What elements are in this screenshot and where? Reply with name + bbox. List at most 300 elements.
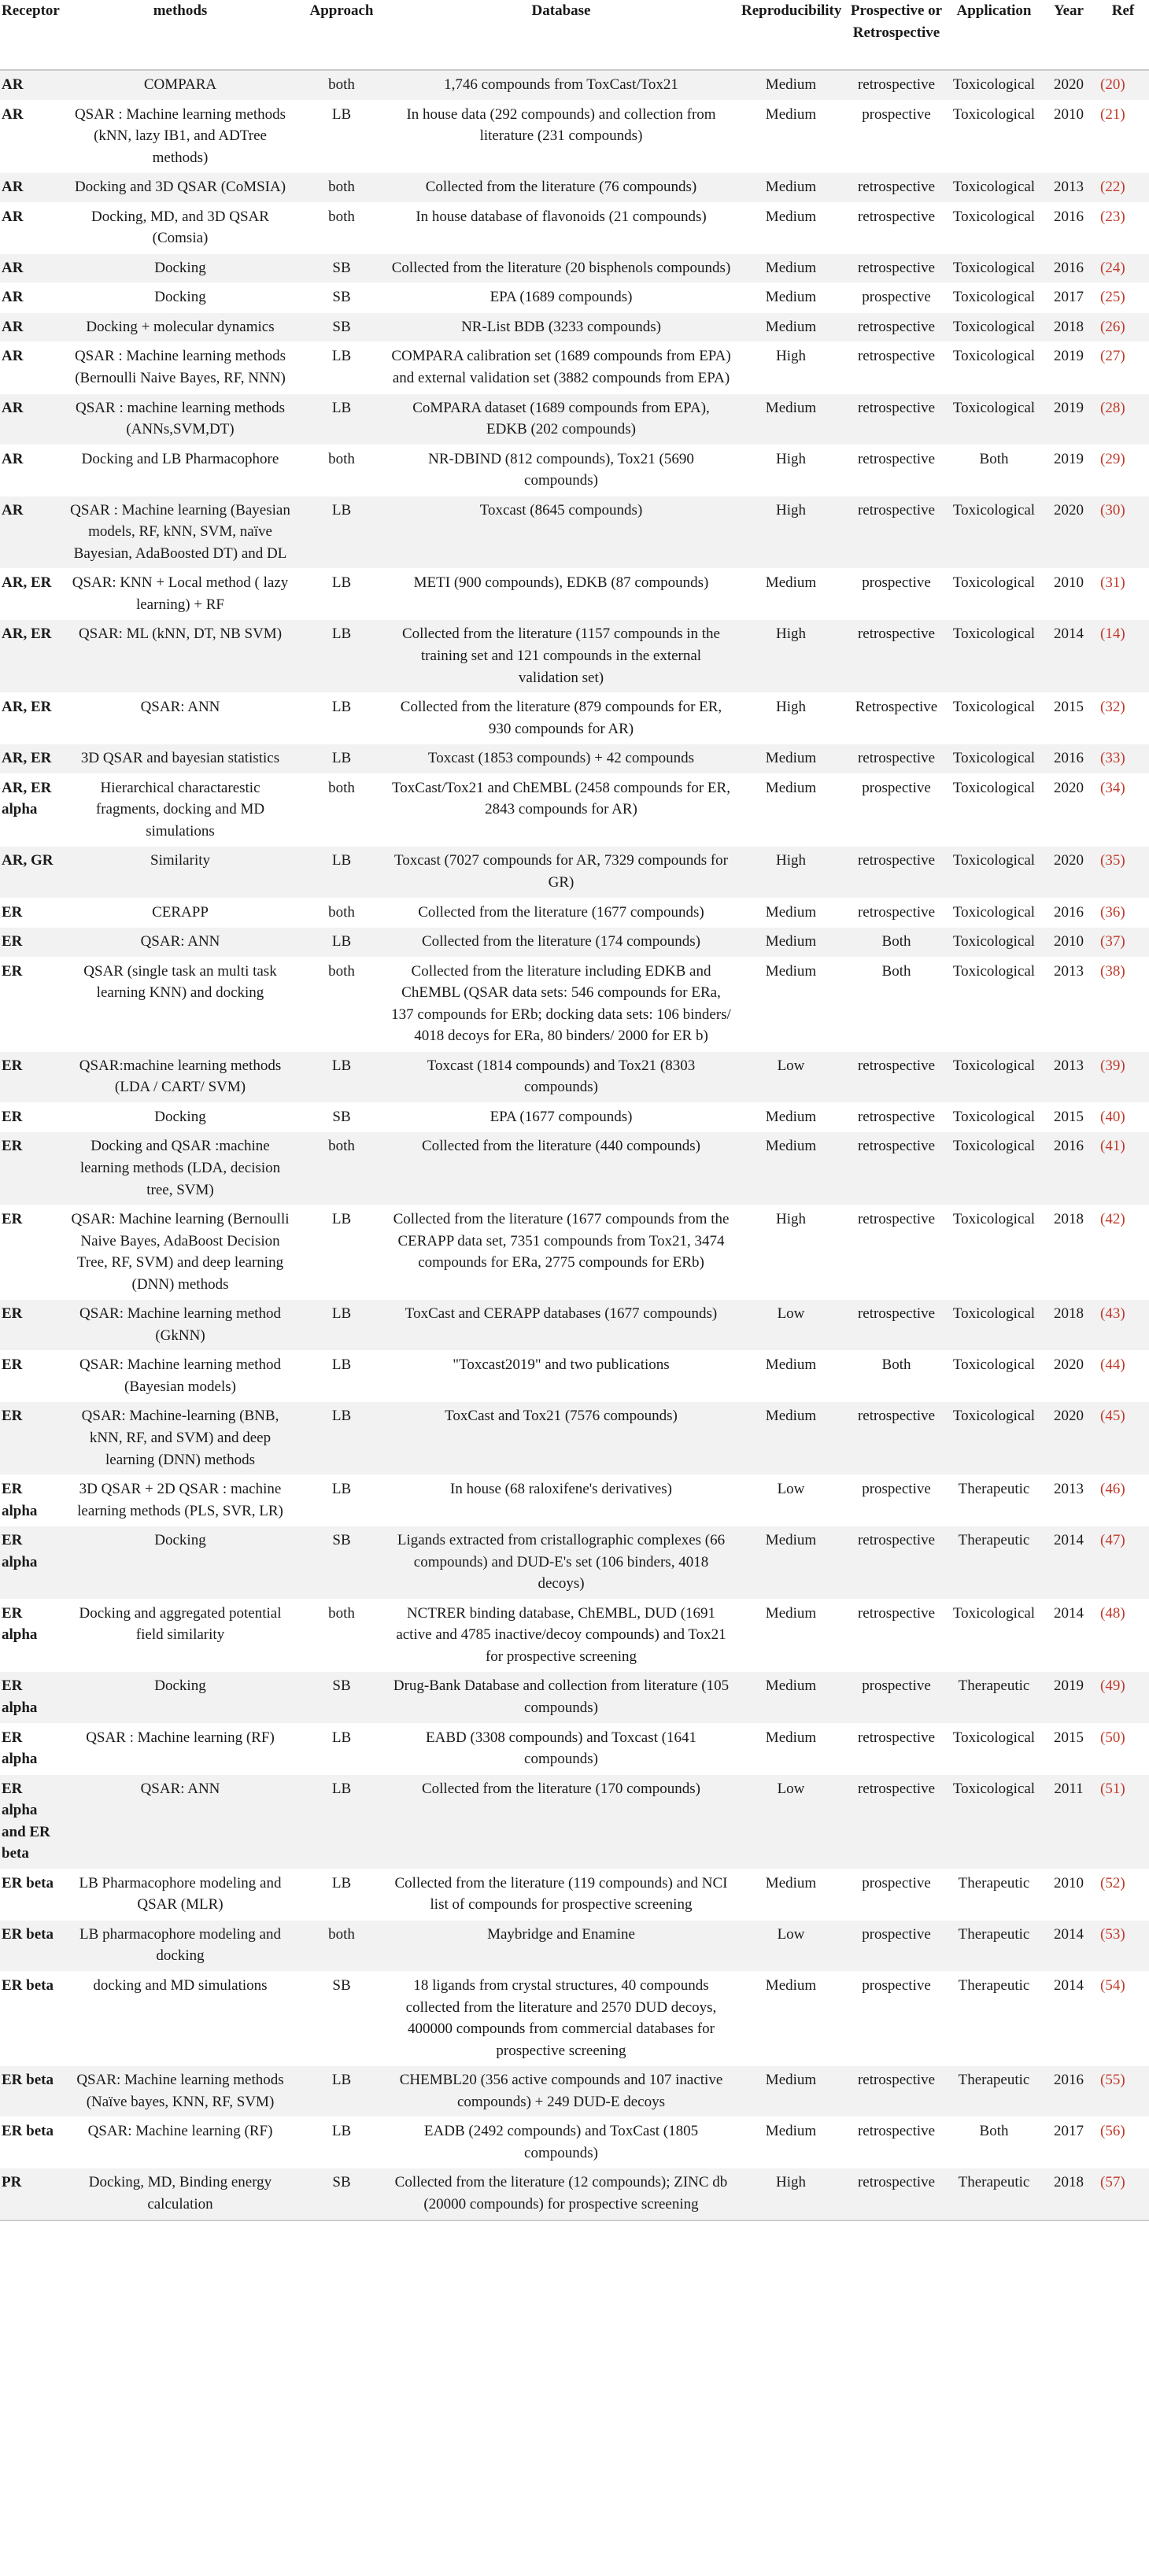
- cell-reproducibility: Medium: [737, 253, 845, 283]
- cell-reproducibility: High: [737, 693, 845, 744]
- cell-application: Therapeutic: [948, 1475, 1040, 1526]
- cell-prospective-retrospective: prospective: [845, 1920, 948, 1971]
- cell-ref-link[interactable]: (27): [1097, 342, 1149, 393]
- cell-approach: LB: [297, 1869, 386, 1920]
- cell-ref-link[interactable]: (29): [1097, 445, 1149, 496]
- cell-ref-link[interactable]: (22): [1097, 173, 1149, 203]
- cell-year: 2013: [1040, 1051, 1097, 1102]
- cell-year: 2019: [1040, 445, 1097, 496]
- cell-ref-link[interactable]: (49): [1097, 1672, 1149, 1723]
- cell-database: Collected from the literature (20 bisphenols compounds): [386, 253, 737, 283]
- cell-approach: LB: [297, 1351, 386, 1402]
- cell-ref-link[interactable]: (48): [1097, 1599, 1149, 1672]
- table-row: [0, 1102, 1149, 1132]
- cell-application: Toxicological: [948, 773, 1040, 847]
- cell-approach: LB: [297, 847, 386, 898]
- table-row: [0, 393, 1149, 445]
- cell-ref-link[interactable]: (35): [1097, 847, 1149, 898]
- table-row: [0, 202, 1149, 253]
- cell-method: 3D QSAR and bayesian statistics: [63, 744, 297, 774]
- cell-ref-link[interactable]: (57): [1097, 2168, 1149, 2220]
- cell-method: COMPARA: [63, 70, 297, 100]
- cell-year: 2016: [1040, 202, 1097, 253]
- cell-method: Docking + molecular dynamics: [63, 312, 297, 342]
- cell-application: Toxicological: [948, 1205, 1040, 1300]
- cell-method: Docking and QSAR :machine learning methods (LDA, decision tree, SVM): [63, 1132, 297, 1205]
- cell-application: Toxicological: [948, 744, 1040, 774]
- table-row: [0, 1051, 1149, 1102]
- cell-receptor: AR: [0, 202, 63, 253]
- cell-reproducibility: High: [737, 620, 845, 693]
- cell-database: Toxcast (8645 compounds): [386, 496, 737, 569]
- cell-reproducibility: Medium: [737, 1351, 845, 1402]
- cell-method: Docking, MD, and 3D QSAR (Comsia): [63, 202, 297, 253]
- cell-ref-link[interactable]: (36): [1097, 898, 1149, 928]
- cell-prospective-retrospective: prospective: [845, 100, 948, 173]
- cell-approach: LB: [297, 620, 386, 693]
- cell-reproducibility: Medium: [737, 957, 845, 1051]
- cell-application: Therapeutic: [948, 1672, 1040, 1723]
- cell-database: NR-DBIND (812 compounds), Tox21 (5690 compounds): [386, 445, 737, 496]
- cell-method: QSAR: ML (kNN, DT, NB SVM): [63, 620, 297, 693]
- table-row: [0, 1723, 1149, 1774]
- cell-approach: LB: [297, 342, 386, 393]
- table-row: [0, 773, 1149, 847]
- cell-receptor: ER: [0, 1300, 63, 1351]
- cell-year: 2020: [1040, 70, 1097, 100]
- cell-prospective-retrospective: prospective: [845, 773, 948, 847]
- cell-ref-link[interactable]: (28): [1097, 393, 1149, 445]
- cell-prospective-retrospective: retrospective: [845, 2168, 948, 2220]
- cell-database: Toxcast (7027 compounds for AR, 7329 compounds for GR): [386, 847, 737, 898]
- cell-receptor: ER: [0, 1402, 63, 1475]
- cell-year: 2016: [1040, 253, 1097, 283]
- cell-receptor: ER: [0, 1205, 63, 1300]
- cell-database: In house database of flavonoids (21 compounds): [386, 202, 737, 253]
- cell-method: LB pharmacophore modeling and docking: [63, 1920, 297, 1971]
- cell-ref-link[interactable]: (24): [1097, 253, 1149, 283]
- cell-receptor: ER alpha: [0, 1599, 63, 1672]
- cell-receptor: ER beta: [0, 2066, 63, 2117]
- cell-database: 18 ligands from crystal structures, 40 compounds collected from the literature and 2570 DUD decoys, 400000 compounds from commercial databases for prospective screening: [386, 1972, 737, 2066]
- cell-year: 2016: [1040, 2066, 1097, 2117]
- cell-receptor: ER alpha: [0, 1672, 63, 1723]
- cell-reproducibility: Medium: [737, 1869, 845, 1920]
- header-receptor: Receptor: [0, 0, 63, 70]
- cell-method: QSAR : machine learning methods (ANNs,SVM,DT): [63, 393, 297, 445]
- cell-year: 2020: [1040, 1402, 1097, 1475]
- cell-approach: both: [297, 173, 386, 203]
- cell-method: Docking: [63, 1672, 297, 1723]
- cell-ref-link[interactable]: (32): [1097, 693, 1149, 744]
- cell-approach: both: [297, 1132, 386, 1205]
- cell-receptor: ER alpha and ER beta: [0, 1774, 63, 1869]
- header-ref: Ref: [1097, 0, 1149, 70]
- cell-method: QSAR: Machine learning (Bernoulli Naive Bayes, AdaBoost Decision Tree, RF, SVM) and deep learning (DNN) methods: [63, 1205, 297, 1300]
- cell-prospective-retrospective: prospective: [845, 569, 948, 620]
- cell-application: Toxicological: [948, 1723, 1040, 1774]
- table-row: [0, 1351, 1149, 1402]
- table-row: [0, 1132, 1149, 1205]
- cell-prospective-retrospective: retrospective: [845, 1300, 948, 1351]
- cell-approach: both: [297, 773, 386, 847]
- cell-ref-link[interactable]: (47): [1097, 1526, 1149, 1600]
- cell-method: Docking and LB Pharmacophore: [63, 445, 297, 496]
- cell-approach: LB: [297, 1205, 386, 1300]
- cell-database: EPA (1689 compounds): [386, 283, 737, 313]
- cell-ref-link[interactable]: (25): [1097, 283, 1149, 313]
- cell-method: Docking: [63, 1526, 297, 1600]
- cell-database: Collected from the literature (119 compounds) and NCI list of compounds for prospective screening: [386, 1869, 737, 1920]
- cell-method: QSAR: ANN: [63, 928, 297, 958]
- header-year: Year: [1040, 0, 1097, 70]
- table-row: [0, 847, 1149, 898]
- cell-database: EPA (1677 compounds): [386, 1102, 737, 1132]
- cell-year: 2015: [1040, 693, 1097, 744]
- cell-method: Docking: [63, 283, 297, 313]
- cell-year: 2016: [1040, 1132, 1097, 1205]
- cell-ref-link[interactable]: (23): [1097, 202, 1149, 253]
- cell-prospective-retrospective: retrospective: [845, 1774, 948, 1869]
- cell-ref-link[interactable]: (44): [1097, 1351, 1149, 1402]
- cell-year: 2010: [1040, 100, 1097, 173]
- cell-method: QSAR: Machine learning (RF): [63, 2117, 297, 2168]
- cell-ref-link[interactable]: (31): [1097, 569, 1149, 620]
- table-row: [0, 496, 1149, 569]
- cell-application: Toxicological: [948, 202, 1040, 253]
- cell-approach: LB: [297, 2066, 386, 2117]
- cell-ref-link[interactable]: (40): [1097, 1102, 1149, 1132]
- cell-prospective-retrospective: prospective: [845, 1475, 948, 1526]
- cell-application: Therapeutic: [948, 2066, 1040, 2117]
- cell-approach: LB: [297, 1475, 386, 1526]
- cell-ref-link[interactable]: (42): [1097, 1205, 1149, 1300]
- cell-reproducibility: Medium: [737, 1526, 845, 1600]
- cell-approach: SB: [297, 2168, 386, 2220]
- cell-reproducibility: Low: [737, 1300, 845, 1351]
- cell-reproducibility: Medium: [737, 70, 845, 100]
- cell-year: 2018: [1040, 312, 1097, 342]
- cell-method: Docking: [63, 253, 297, 283]
- cell-application: Toxicological: [948, 100, 1040, 173]
- cell-ref-link[interactable]: (41): [1097, 1132, 1149, 1205]
- cell-ref-link[interactable]: (34): [1097, 773, 1149, 847]
- cell-prospective-retrospective: retrospective: [845, 445, 948, 496]
- cell-database: ToxCast and Tox21 (7576 compounds): [386, 1402, 737, 1475]
- cell-reproducibility: Medium: [737, 202, 845, 253]
- table-row: [0, 569, 1149, 620]
- cell-method: LB Pharmacophore modeling and QSAR (MLR): [63, 1869, 297, 1920]
- cell-prospective-retrospective: retrospective: [845, 1599, 948, 1672]
- table-row: [0, 898, 1149, 928]
- cell-year: 2010: [1040, 1869, 1097, 1920]
- cell-prospective-retrospective: prospective: [845, 1869, 948, 1920]
- cell-receptor: AR, ER: [0, 569, 63, 620]
- cell-reproducibility: Low: [737, 1051, 845, 1102]
- cell-year: 2020: [1040, 773, 1097, 847]
- cell-receptor: AR: [0, 342, 63, 393]
- header-reproducibility: Reproducibility: [737, 0, 845, 70]
- cell-application: Toxicological: [948, 569, 1040, 620]
- cell-receptor: AR, ER: [0, 693, 63, 744]
- header-application: Application: [948, 0, 1040, 70]
- cell-prospective-retrospective: retrospective: [845, 393, 948, 445]
- cell-year: 2018: [1040, 2168, 1097, 2220]
- cell-ref-link[interactable]: (45): [1097, 1402, 1149, 1475]
- cell-year: 2013: [1040, 957, 1097, 1051]
- cell-application: Toxicological: [948, 620, 1040, 693]
- cell-receptor: ER alpha: [0, 1723, 63, 1774]
- cell-approach: SB: [297, 1102, 386, 1132]
- cell-application: Toxicological: [948, 1774, 1040, 1869]
- cell-year: 2020: [1040, 847, 1097, 898]
- cell-database: Collected from the literature (174 compounds): [386, 928, 737, 958]
- cell-receptor: AR: [0, 496, 63, 569]
- cell-ref-link[interactable]: (51): [1097, 1774, 1149, 1869]
- cell-year: 2014: [1040, 1599, 1097, 1672]
- cell-ref-link[interactable]: (43): [1097, 1300, 1149, 1351]
- cell-database: Collected from the literature (440 compounds): [386, 1132, 737, 1205]
- cell-ref-link[interactable]: (14): [1097, 620, 1149, 693]
- cell-receptor: AR, ER alpha: [0, 773, 63, 847]
- cell-prospective-retrospective: retrospective: [845, 847, 948, 898]
- cell-receptor: AR: [0, 393, 63, 445]
- cell-database: In house (68 raloxifene's derivatives): [386, 1475, 737, 1526]
- table-row: [0, 1300, 1149, 1351]
- cell-approach: LB: [297, 2117, 386, 2168]
- cell-receptor: ER beta: [0, 1920, 63, 1971]
- cell-ref-link[interactable]: (30): [1097, 496, 1149, 569]
- cell-reproducibility: Medium: [737, 283, 845, 313]
- cell-method: docking and MD simulations: [63, 1972, 297, 2066]
- cell-prospective-retrospective: retrospective: [845, 1526, 948, 1600]
- table-row: [0, 744, 1149, 774]
- cell-approach: SB: [297, 1526, 386, 1600]
- cell-reproducibility: Medium: [737, 100, 845, 173]
- cell-reproducibility: Medium: [737, 312, 845, 342]
- cell-database: "Toxcast2019" and two publications: [386, 1351, 737, 1402]
- cell-receptor: AR: [0, 253, 63, 283]
- cell-prospective-retrospective: retrospective: [845, 173, 948, 203]
- table-row: [0, 1475, 1149, 1526]
- cell-receptor: AR: [0, 100, 63, 173]
- cell-ref-link[interactable]: (20): [1097, 70, 1149, 100]
- cell-application: Toxicological: [948, 1599, 1040, 1672]
- cell-database: NR-List BDB (3233 compounds): [386, 312, 737, 342]
- cell-application: Therapeutic: [948, 2168, 1040, 2220]
- cell-approach: both: [297, 957, 386, 1051]
- cell-prospective-retrospective: retrospective: [845, 2117, 948, 2168]
- cell-ref-link[interactable]: (26): [1097, 312, 1149, 342]
- cell-application: Toxicological: [948, 1132, 1040, 1205]
- cell-receptor: ER beta: [0, 1869, 63, 1920]
- cell-ref-link[interactable]: (52): [1097, 1869, 1149, 1920]
- table-row: [0, 1774, 1149, 1869]
- cell-ref-link[interactable]: (50): [1097, 1723, 1149, 1774]
- cell-ref-link[interactable]: (37): [1097, 928, 1149, 958]
- cell-reproducibility: High: [737, 847, 845, 898]
- cell-reproducibility: Medium: [737, 1723, 845, 1774]
- cell-approach: LB: [297, 1300, 386, 1351]
- cell-receptor: ER: [0, 1102, 63, 1132]
- cell-receptor: ER beta: [0, 1972, 63, 2066]
- cell-reproducibility: Medium: [737, 1972, 845, 2066]
- cell-database: 1,746 compounds from ToxCast/Tox21: [386, 70, 737, 100]
- cell-prospective-retrospective: retrospective: [845, 1102, 948, 1132]
- cell-approach: LB: [297, 393, 386, 445]
- table-bottom-rule: [0, 2220, 1149, 2221]
- cell-application: Toxicological: [948, 496, 1040, 569]
- cell-prospective-retrospective: retrospective: [845, 1051, 948, 1102]
- table-row: [0, 1526, 1149, 1600]
- table-row: [0, 445, 1149, 496]
- table-row: [0, 620, 1149, 693]
- cell-ref-link[interactable]: (53): [1097, 1920, 1149, 1971]
- cell-receptor: ER: [0, 1132, 63, 1205]
- cell-reproducibility: Medium: [737, 1599, 845, 1672]
- cell-ref-link[interactable]: (55): [1097, 2066, 1149, 2117]
- cell-prospective-retrospective: retrospective: [845, 1132, 948, 1205]
- cell-reproducibility: Low: [737, 1475, 845, 1526]
- cell-reproducibility: Medium: [737, 1132, 845, 1205]
- cell-method: 3D QSAR + 2D QSAR : machine learning methods (PLS, SVR, LR): [63, 1475, 297, 1526]
- cell-receptor: AR, ER: [0, 620, 63, 693]
- cell-ref-link[interactable]: (56): [1097, 2117, 1149, 2168]
- header-database: Database: [386, 0, 737, 70]
- cell-prospective-retrospective: retrospective: [845, 202, 948, 253]
- cell-ref-link[interactable]: (39): [1097, 1051, 1149, 1102]
- cell-prospective-retrospective: retrospective: [845, 1205, 948, 1300]
- cell-database: Drug-Bank Database and collection from literature (105 compounds): [386, 1672, 737, 1723]
- cell-ref-link[interactable]: (33): [1097, 744, 1149, 774]
- cell-method: QSAR : Machine learning (Bayesian models, RF, kNN, SVM, naïve Bayesian, AdaBoosted DT) and DL: [63, 496, 297, 569]
- cell-year: 2015: [1040, 1723, 1097, 1774]
- cell-receptor: AR, ER: [0, 744, 63, 774]
- cell-reproducibility: Medium: [737, 928, 845, 958]
- cell-reproducibility: Medium: [737, 393, 845, 445]
- cell-year: 2018: [1040, 1300, 1097, 1351]
- cell-ref-link[interactable]: (54): [1097, 1972, 1149, 2066]
- table-row: [0, 1672, 1149, 1723]
- cell-ref-link[interactable]: (21): [1097, 100, 1149, 173]
- cell-database: Collected from the literature (12 compounds); ZINC db (20000 compounds) for prospective screening: [386, 2168, 737, 2220]
- cell-method: Hierarchical charactarestic fragments, docking and MD simulations: [63, 773, 297, 847]
- cell-method: QSAR : Machine learning methods (kNN, lazy IB1, and ADTree methods): [63, 100, 297, 173]
- cell-database: Toxcast (1814 compounds) and Tox21 (8303 compounds): [386, 1051, 737, 1102]
- cell-approach: LB: [297, 569, 386, 620]
- table-row: [0, 957, 1149, 1051]
- cell-method: Docking and 3D QSAR (CoMSIA): [63, 173, 297, 203]
- cell-year: 2015: [1040, 1102, 1097, 1132]
- cell-receptor: ER alpha: [0, 1526, 63, 1600]
- cell-prospective-retrospective: retrospective: [845, 70, 948, 100]
- table-row: [0, 253, 1149, 283]
- cell-reproducibility: High: [737, 342, 845, 393]
- cell-reproducibility: Medium: [737, 898, 845, 928]
- cell-receptor: ER: [0, 898, 63, 928]
- cell-year: 2013: [1040, 1475, 1097, 1526]
- table-row: [0, 1599, 1149, 1672]
- cell-year: 2016: [1040, 898, 1097, 928]
- table-row: [0, 693, 1149, 744]
- cell-ref-link[interactable]: (46): [1097, 1475, 1149, 1526]
- cell-year: 2017: [1040, 283, 1097, 313]
- cell-prospective-retrospective: prospective: [845, 1972, 948, 2066]
- cell-database: METI (900 compounds), EDKB (87 compounds): [386, 569, 737, 620]
- cell-method: QSAR : Machine learning methods (Bernoulli Naive Bayes, RF, NNN): [63, 342, 297, 393]
- table-row: [0, 283, 1149, 313]
- cell-database: Collected from the literature (170 compounds): [386, 1774, 737, 1869]
- cell-application: Toxicological: [948, 70, 1040, 100]
- cell-method: QSAR: Machine learning method (Bayesian models): [63, 1351, 297, 1402]
- cell-year: 2014: [1040, 620, 1097, 693]
- cell-year: 2010: [1040, 569, 1097, 620]
- table-row: [0, 342, 1149, 393]
- table-row: [0, 2066, 1149, 2117]
- cell-method: QSAR (single task an multi task learning KNN) and docking: [63, 957, 297, 1051]
- cell-database: Collected from the literature (76 compounds): [386, 173, 737, 203]
- cell-approach: both: [297, 70, 386, 100]
- table-row: [0, 312, 1149, 342]
- cell-application: Therapeutic: [948, 1869, 1040, 1920]
- cell-application: Both: [948, 445, 1040, 496]
- cell-approach: SB: [297, 1972, 386, 2066]
- cell-prospective-retrospective: retrospective: [845, 342, 948, 393]
- cell-receptor: AR, GR: [0, 847, 63, 898]
- cell-approach: SB: [297, 253, 386, 283]
- cell-ref-link[interactable]: (38): [1097, 957, 1149, 1051]
- cell-prospective-retrospective: prospective: [845, 1672, 948, 1723]
- cell-application: Toxicological: [948, 898, 1040, 928]
- cell-reproducibility: High: [737, 1205, 845, 1300]
- table-row: [0, 70, 1149, 100]
- cell-approach: LB: [297, 744, 386, 774]
- table-row: [0, 1205, 1149, 1300]
- cell-prospective-retrospective: retrospective: [845, 1723, 948, 1774]
- cell-prospective-retrospective: retrospective: [845, 496, 948, 569]
- cell-prospective-retrospective: Both: [845, 957, 948, 1051]
- cell-application: Toxicological: [948, 1102, 1040, 1132]
- cell-reproducibility: High: [737, 2168, 845, 2220]
- cell-database: In house data (292 compounds) and collection from literature (231 compounds): [386, 100, 737, 173]
- cell-method: QSAR : Machine learning (RF): [63, 1723, 297, 1774]
- cell-method: Docking: [63, 1102, 297, 1132]
- cell-receptor: AR: [0, 70, 63, 100]
- cell-reproducibility: Low: [737, 1920, 845, 1971]
- cell-year: 2016: [1040, 744, 1097, 774]
- cell-method: QSAR: Machine learning methods (Naïve bayes, KNN, RF, SVM): [63, 2066, 297, 2117]
- cell-receptor: ER: [0, 1051, 63, 1102]
- table-row: [0, 2117, 1149, 2168]
- cell-application: Toxicological: [948, 312, 1040, 342]
- cell-receptor: ER: [0, 957, 63, 1051]
- cell-year: 2010: [1040, 928, 1097, 958]
- header-approach: Approach: [297, 0, 386, 70]
- cell-reproducibility: Medium: [737, 1402, 845, 1475]
- cell-approach: both: [297, 1920, 386, 1971]
- cell-approach: LB: [297, 496, 386, 569]
- cell-year: 2014: [1040, 1972, 1097, 2066]
- cell-approach: LB: [297, 693, 386, 744]
- cell-database: CHEMBL20 (356 active compounds and 107 inactive compounds) + 249 DUD-E decoys: [386, 2066, 737, 2117]
- cell-application: Toxicological: [948, 957, 1040, 1051]
- cell-application: Toxicological: [948, 393, 1040, 445]
- cell-application: Toxicological: [948, 1402, 1040, 1475]
- cell-database: ToxCast/Tox21 and ChEMBL (2458 compounds for ER, 2843 compounds for AR): [386, 773, 737, 847]
- cell-approach: both: [297, 202, 386, 253]
- cell-year: 2019: [1040, 342, 1097, 393]
- cell-method: QSAR: ANN: [63, 693, 297, 744]
